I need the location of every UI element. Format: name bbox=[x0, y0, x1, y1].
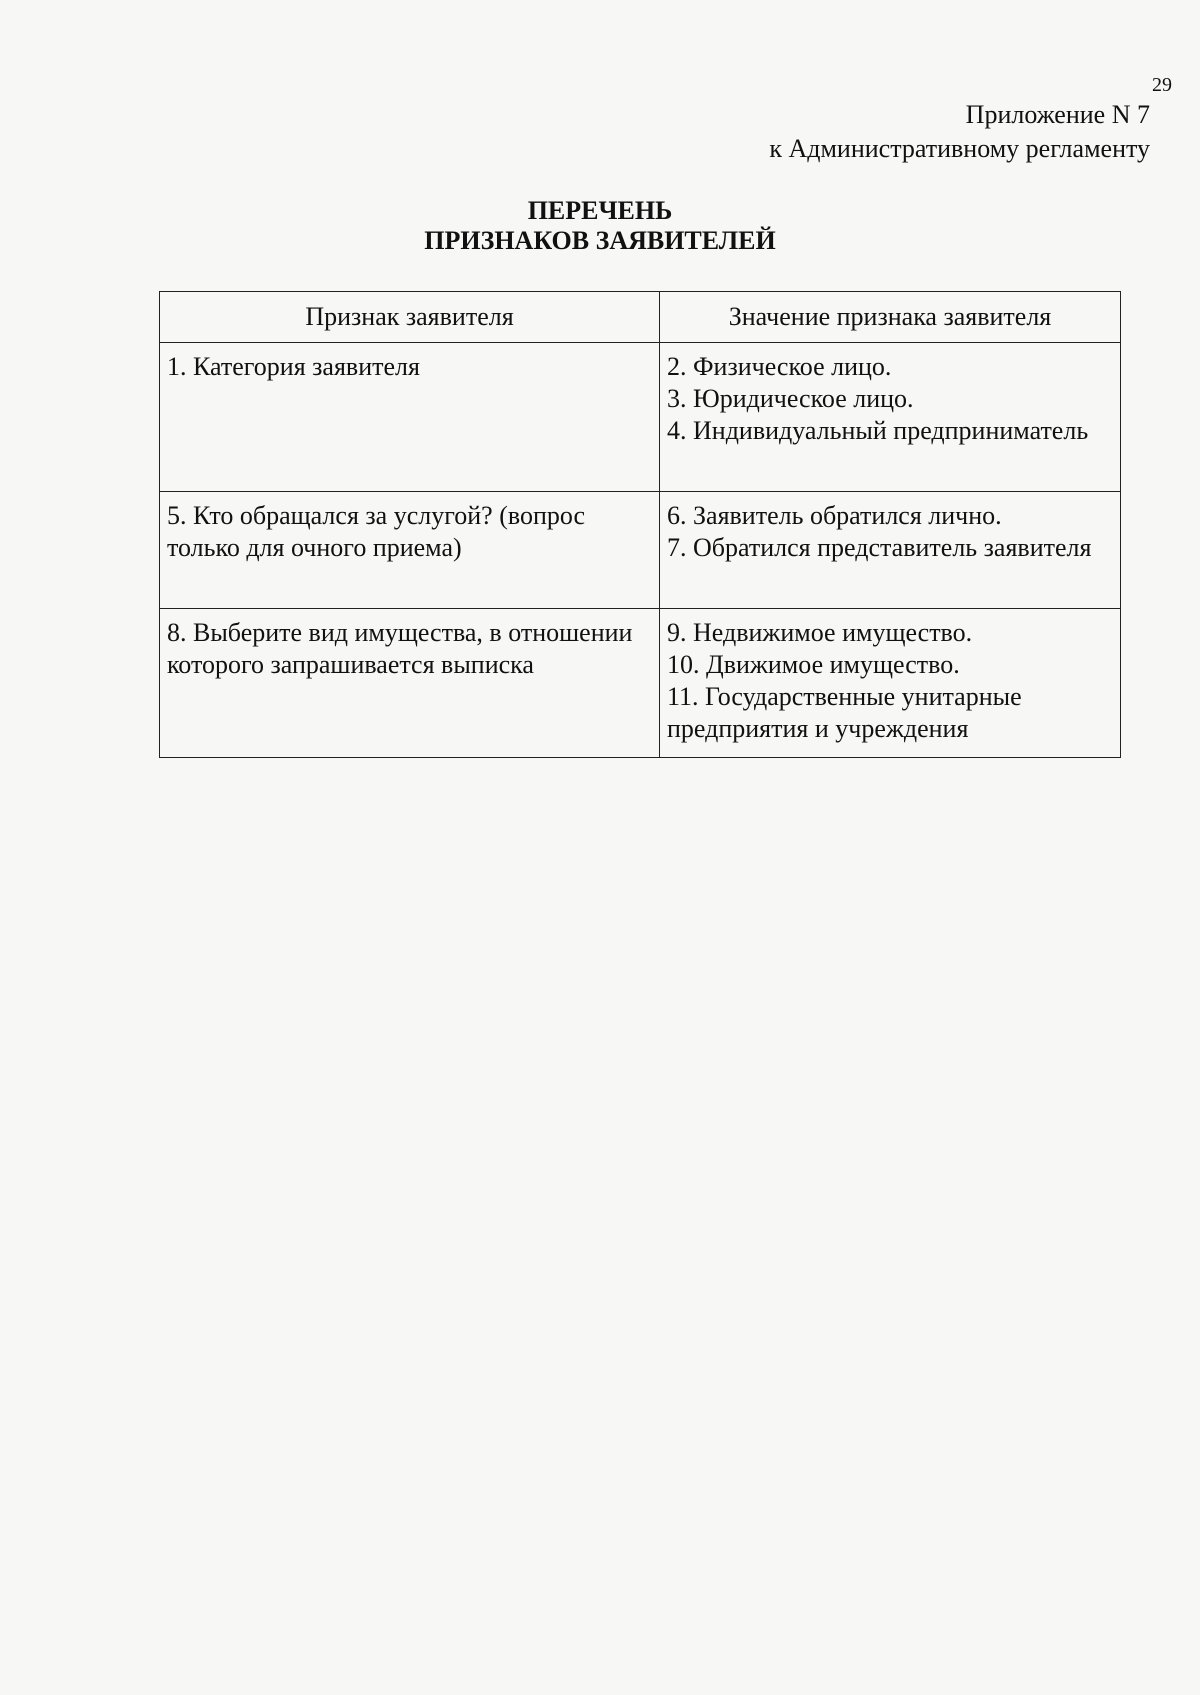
title-line-2: ПРИЗНАКОВ ЗАЯВИТЕЛЕЙ bbox=[424, 226, 776, 255]
appendix-line-1: Приложение N 7 bbox=[965, 100, 1150, 129]
column-header-criterion: Признак заявителя bbox=[160, 292, 660, 343]
table-row bbox=[160, 343, 1121, 492]
value-item: 2. Физическое лицо. bbox=[667, 352, 892, 381]
value-item: 7. Обратился представитель заявителя bbox=[667, 533, 1092, 562]
criterion-cell: 1. Категория заявителя bbox=[160, 343, 660, 492]
value-cell bbox=[660, 609, 1121, 758]
table-row bbox=[160, 609, 1121, 758]
column-header-value: Значение признака заявителя bbox=[660, 292, 1121, 343]
appendix-line-2: к Административному регламенту bbox=[769, 134, 1150, 163]
table-row bbox=[160, 492, 1121, 609]
criterion-cell: 5. Кто обращался за услугой? (вопрос только для очного приема) bbox=[160, 492, 660, 609]
table-header-row bbox=[160, 292, 1121, 343]
value-item: 4. Индивидуальный предприниматель bbox=[667, 416, 1089, 445]
value-cell bbox=[660, 492, 1121, 609]
applicant-criteria-table bbox=[159, 291, 1121, 758]
value-item: 11. Государственные унитарные предприятия и учреждения bbox=[667, 682, 1022, 743]
appendix-reference bbox=[769, 98, 1150, 166]
document-title bbox=[0, 196, 1200, 256]
page-number: 29 bbox=[1152, 74, 1172, 96]
value-cell bbox=[660, 343, 1121, 492]
title-line-1: ПЕРЕЧЕНЬ bbox=[527, 196, 673, 225]
value-item: 10. Движимое имущество. bbox=[667, 650, 960, 679]
criterion-cell: 8. Выберите вид имущества, в отношении которого запрашивается выписка bbox=[160, 609, 660, 758]
value-item: 9. Недвижимое имущество. bbox=[667, 618, 973, 647]
value-item: 6. Заявитель обратился лично. bbox=[667, 501, 1002, 530]
value-item: 3. Юридическое лицо. bbox=[667, 384, 914, 413]
